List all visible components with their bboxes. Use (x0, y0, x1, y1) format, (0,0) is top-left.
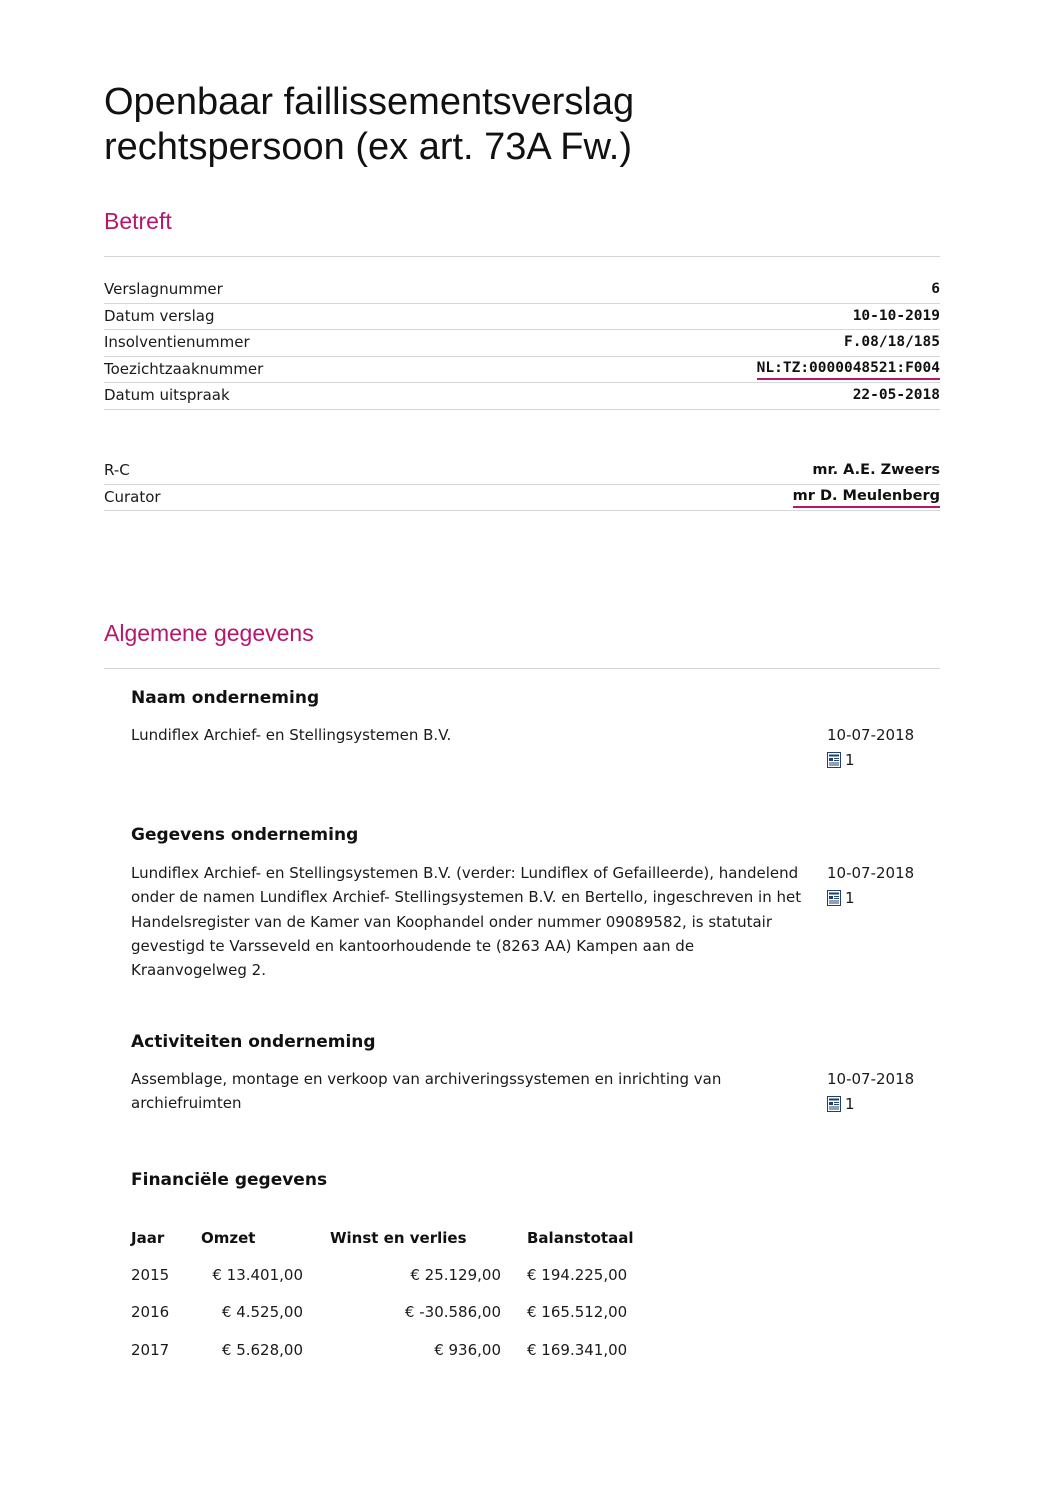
gegevens-attachment[interactable] (827, 885, 940, 911)
curator-link[interactable]: mr D. Meulenberg (793, 486, 940, 508)
naam-meta (827, 723, 940, 773)
table-row (131, 1331, 667, 1369)
value-datum-uitspraak: 22-05-2018 (852, 387, 940, 403)
label-verslagnummer: Verslagnummer (104, 280, 223, 298)
cell-year: 2015 (131, 1265, 170, 1284)
table-header-row (131, 1219, 667, 1256)
financial-table (131, 1219, 667, 1369)
label-toezichtzaaknummer: Toezichtzaaknummer (104, 359, 264, 378)
gegevens-attachment-count: 1 (845, 889, 855, 907)
label-datum-verslag: Datum verslag (104, 306, 215, 325)
document-icon (827, 890, 841, 906)
document-icon (827, 1096, 841, 1112)
document-icon (827, 752, 841, 768)
subsection-title-financieel: Financiële gegevens (131, 1170, 328, 1190)
label-datum-uitspraak: Datum uitspraak (104, 386, 230, 404)
naam-text: Lundiflex Archief- en Stellingsystemen B.V. (131, 726, 452, 744)
naam-attachment[interactable] (827, 747, 940, 773)
label-insolventienummer: Insolventienummer (104, 333, 250, 351)
header-winst: Winst en verlies (330, 1228, 467, 1247)
page-title: Openbaar faillissementsverslag rechtspersoon (ex art. 73A Fw.) (104, 81, 635, 168)
row-datum-verslag (104, 304, 940, 331)
activiteiten-date: 10-07-2018 (827, 1070, 915, 1088)
cell-omzet: € 13.401,00 (212, 1265, 303, 1284)
label-rc: R-C (104, 461, 130, 479)
activiteiten-meta (827, 1067, 940, 1117)
row-verslagnummer (104, 277, 940, 304)
cell-year: 2017 (131, 1340, 170, 1359)
betreft-table (104, 277, 940, 410)
row-insolventienummer (104, 330, 940, 357)
subsection-title-activiteiten: Activiteiten onderneming (131, 1032, 376, 1052)
activiteiten-attachment-count: 1 (845, 1095, 855, 1113)
section-divider (104, 668, 940, 669)
value-datum-verslag: 10-10-2019 (852, 307, 940, 324)
value-verslagnummer: 6 (931, 281, 940, 297)
value-rc: mr. A.E. Zweers (812, 462, 940, 478)
row-rc (104, 458, 940, 485)
activiteiten-text: Assemblage, montage en verkoop van archiveringssystemen en inrichting van archiefruimten (131, 1070, 722, 1113)
cell-year: 2016 (131, 1303, 170, 1322)
cell-omzet: € 5.628,00 (221, 1340, 303, 1359)
gegevens-meta (827, 861, 940, 911)
gegevens-date: 10-07-2018 (827, 864, 915, 882)
cell-winst: € 25.129,00 (410, 1265, 501, 1284)
naam-date: 10-07-2018 (827, 726, 915, 744)
row-curator (104, 485, 940, 512)
cell-balans: € 165.512,00 (527, 1303, 628, 1322)
header-jaar: Jaar (131, 1228, 165, 1247)
section-divider (104, 256, 940, 257)
gegevens-text: Lundiflex Archief- en Stellingsystemen B.V. (verder: Lundiflex of Gefailleerde), handelend onder de namen Lundiflex Archief- Stellingsystemen B.V. en Bertello, ingeschreven in het Handelsregister van de Kamer van Koophandel onder nummer 09089582, is statutair gevestigd te Varsseveld en kantoorhoudende te (8263 AA) Kampen aan de Kraanvogelweg 2. (131, 864, 802, 980)
value-insolventienummer: F.08/18/185 (843, 334, 940, 350)
activiteiten-attachment[interactable] (827, 1091, 940, 1117)
cell-balans: € 194.225,00 (527, 1265, 628, 1284)
naam-attachment-count: 1 (845, 751, 855, 769)
cell-winst: € -30.586,00 (404, 1303, 501, 1322)
cell-balans: € 169.341,00 (527, 1340, 628, 1359)
label-curator: Curator (104, 487, 161, 506)
subsection-title-naam: Naam onderneming (131, 688, 320, 708)
subsection-title-gegevens: Gegevens onderneming (131, 825, 359, 845)
people-table (104, 458, 940, 511)
section-title-algemeen: Algemene gegevens (104, 620, 314, 646)
header-balans: Balanstotaal (527, 1228, 634, 1247)
row-toezichtzaaknummer (104, 357, 940, 384)
section-title-betreft: Betreft (104, 208, 172, 234)
table-row (131, 1256, 667, 1294)
cell-omzet: € 4.525,00 (221, 1303, 303, 1322)
header-omzet: Omzet (201, 1228, 256, 1247)
cell-winst: € 936,00 (434, 1340, 501, 1359)
row-datum-uitspraak (104, 383, 940, 410)
toezichtzaaknummer-link[interactable]: NL:TZ:0000048521:F004 (757, 358, 940, 380)
table-row (131, 1294, 667, 1332)
